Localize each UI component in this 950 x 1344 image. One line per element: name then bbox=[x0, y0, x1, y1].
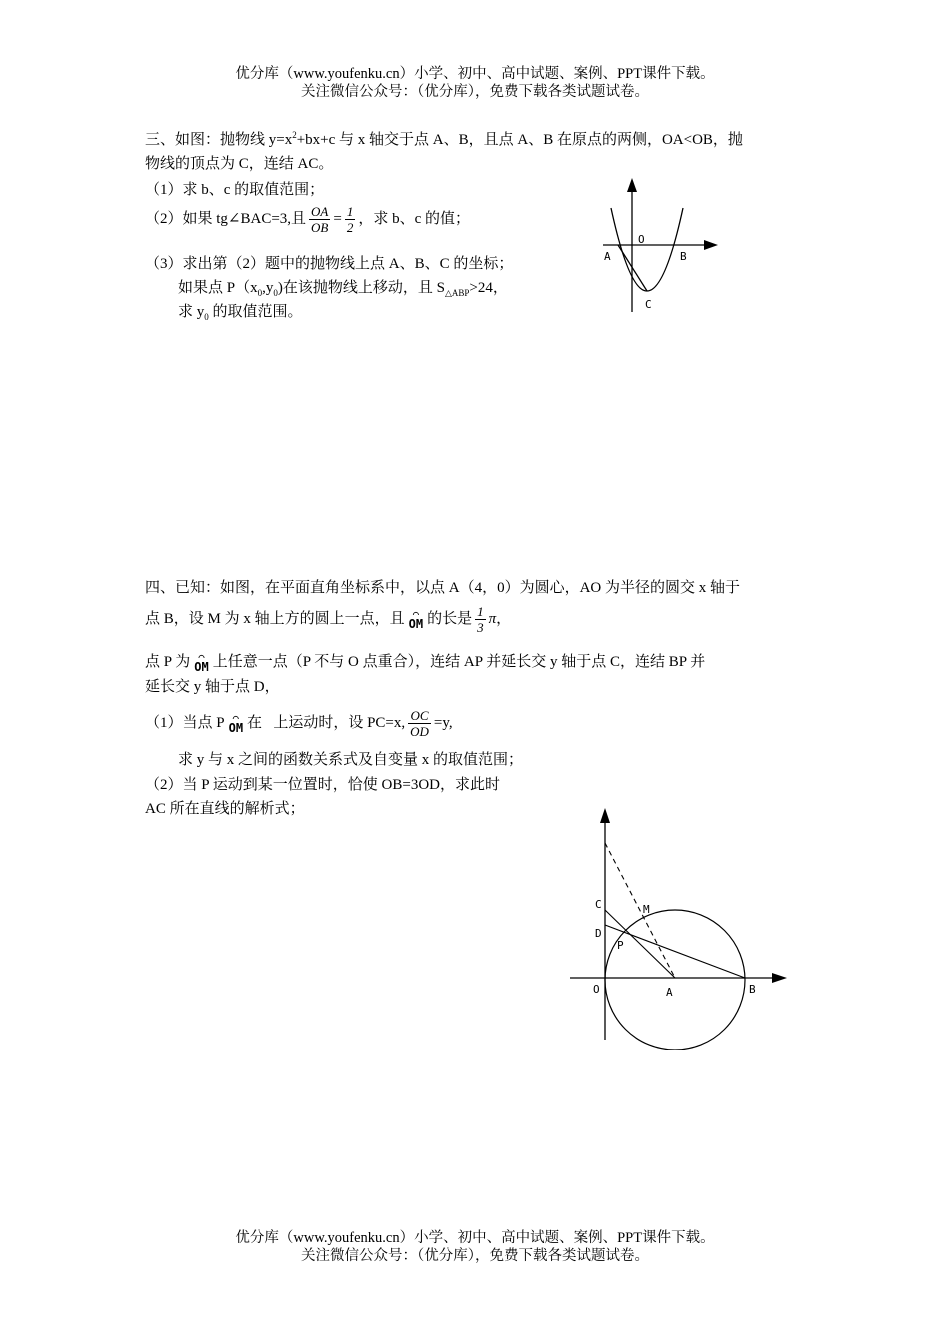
label-b: B bbox=[749, 983, 756, 996]
label-c: C bbox=[645, 298, 652, 311]
p4-intro-line-3: 点 P 为 ⌒ OM 上任意一点（P 不与 O 点重合），连结 AP 并延长交 y 轴于点 C，连结 BP 并 bbox=[145, 651, 706, 674]
p3-question-3-line-3: 求 $y_0$ 的取值范围。 bbox=[178, 304, 303, 322]
label-o: O bbox=[638, 233, 645, 246]
circle-figure bbox=[565, 800, 795, 1050]
parabola-figure bbox=[598, 175, 723, 315]
arc-om-symbol: ⌒ OM bbox=[194, 651, 209, 674]
arc-om-symbol: ⌒ OM bbox=[408, 608, 424, 631]
footer-line-2: 关注微信公众号：（优分库），免费下载各类试题试卷。 bbox=[301, 1248, 649, 1264]
p4-question-2: （2）当 P 运动到某一位置时，恰使 OB=3OD，求此时 bbox=[145, 777, 500, 793]
p3-question-3-line-2: 如果点 $P(x_0,y_0)$在该抛物线上移动，且 $S_{\triangle ABP}>24$， bbox=[178, 280, 508, 298]
arc-om-symbol: ⌒ OM bbox=[228, 712, 244, 735]
label-b: B bbox=[680, 250, 687, 263]
p3-question-2: （2）如果 tg∠BAC=3,且 $\frac{OA}{OB}$ = $\frac{1}{2}$ ，求 b、c 的值； bbox=[145, 204, 471, 235]
p4-question-1-line-2: 求 y 与 x 之间的函数关系式及自变量 x 的取值范围； bbox=[178, 752, 524, 768]
fraction-oa-ob: $\frac{OA}{OB}$ bbox=[311, 204, 329, 235]
y-axis-arrow-icon bbox=[600, 808, 610, 823]
p3-intro-line-2: 物线的顶点为 C，连结 AC。 bbox=[145, 156, 334, 172]
p4-intro-line-4: 延长交 y 轴于点 D， bbox=[145, 679, 280, 695]
fraction-one-half: $\frac{1}{2}$ bbox=[346, 204, 354, 235]
p3-intro-line-1: 三、如图：抛物线 $y=x^2+bx+c$ 与 x 轴交于点 A、B，且点 A、B 在原点的两侧，OA<OB，抛 bbox=[145, 130, 743, 148]
x-axis-arrow-icon bbox=[704, 240, 718, 250]
label-a: A bbox=[604, 250, 611, 263]
p3-question-3: （3）求出第（2）题中的抛物线上点 A、B、C 的坐标； bbox=[145, 256, 514, 272]
label-c: C bbox=[595, 898, 602, 911]
y-axis-arrow-icon bbox=[627, 178, 637, 192]
header-line-2: 关注微信公众号：（优分库），免费下载各类试题试卷。 bbox=[301, 84, 649, 100]
label-d: D bbox=[595, 927, 602, 940]
p4-intro-line-2: 点 B，设 M 为 x 轴上方的圆上一点，且 ⌒ OM 的长是 $\frac{1}{3}$ π， bbox=[145, 604, 512, 635]
fraction-one-third: $\frac{1}{3}$ bbox=[477, 604, 484, 635]
x-axis-arrow-icon bbox=[772, 973, 787, 983]
p3-question-1: （1）求 b、c 的取值范围； bbox=[145, 182, 325, 198]
p4-question-2-line-2: AC 所在直线的解析式； bbox=[145, 801, 305, 817]
p4-intro-line-1: 四、已知：如图，在平面直角坐标系中，以点 A（4，0）为圆心，AO 为半径的圆交 x 轴于 bbox=[145, 580, 741, 596]
label-a: A bbox=[666, 986, 673, 999]
fraction-oc-od: $\frac{OC}{OD}$ bbox=[410, 708, 429, 739]
label-o: O bbox=[593, 983, 600, 996]
label-m: M bbox=[643, 903, 650, 916]
label-p: P bbox=[617, 939, 624, 952]
header-line-1: 优分库（www.youfenku.cn）小学、初中、高中试题、案例、PPT课件下载。 bbox=[235, 66, 715, 82]
parabola-curve bbox=[611, 208, 683, 291]
footer-line-1: 优分库（www.youfenku.cn）小学、初中、高中试题、案例、PPT课件下载。 bbox=[235, 1230, 715, 1246]
p4-question-1: （1）当点 P ⌒ OM 在 上运动时，设 PC=x, $\frac{OC}{OD}$ =y, bbox=[145, 708, 453, 739]
line-bd bbox=[605, 925, 745, 978]
